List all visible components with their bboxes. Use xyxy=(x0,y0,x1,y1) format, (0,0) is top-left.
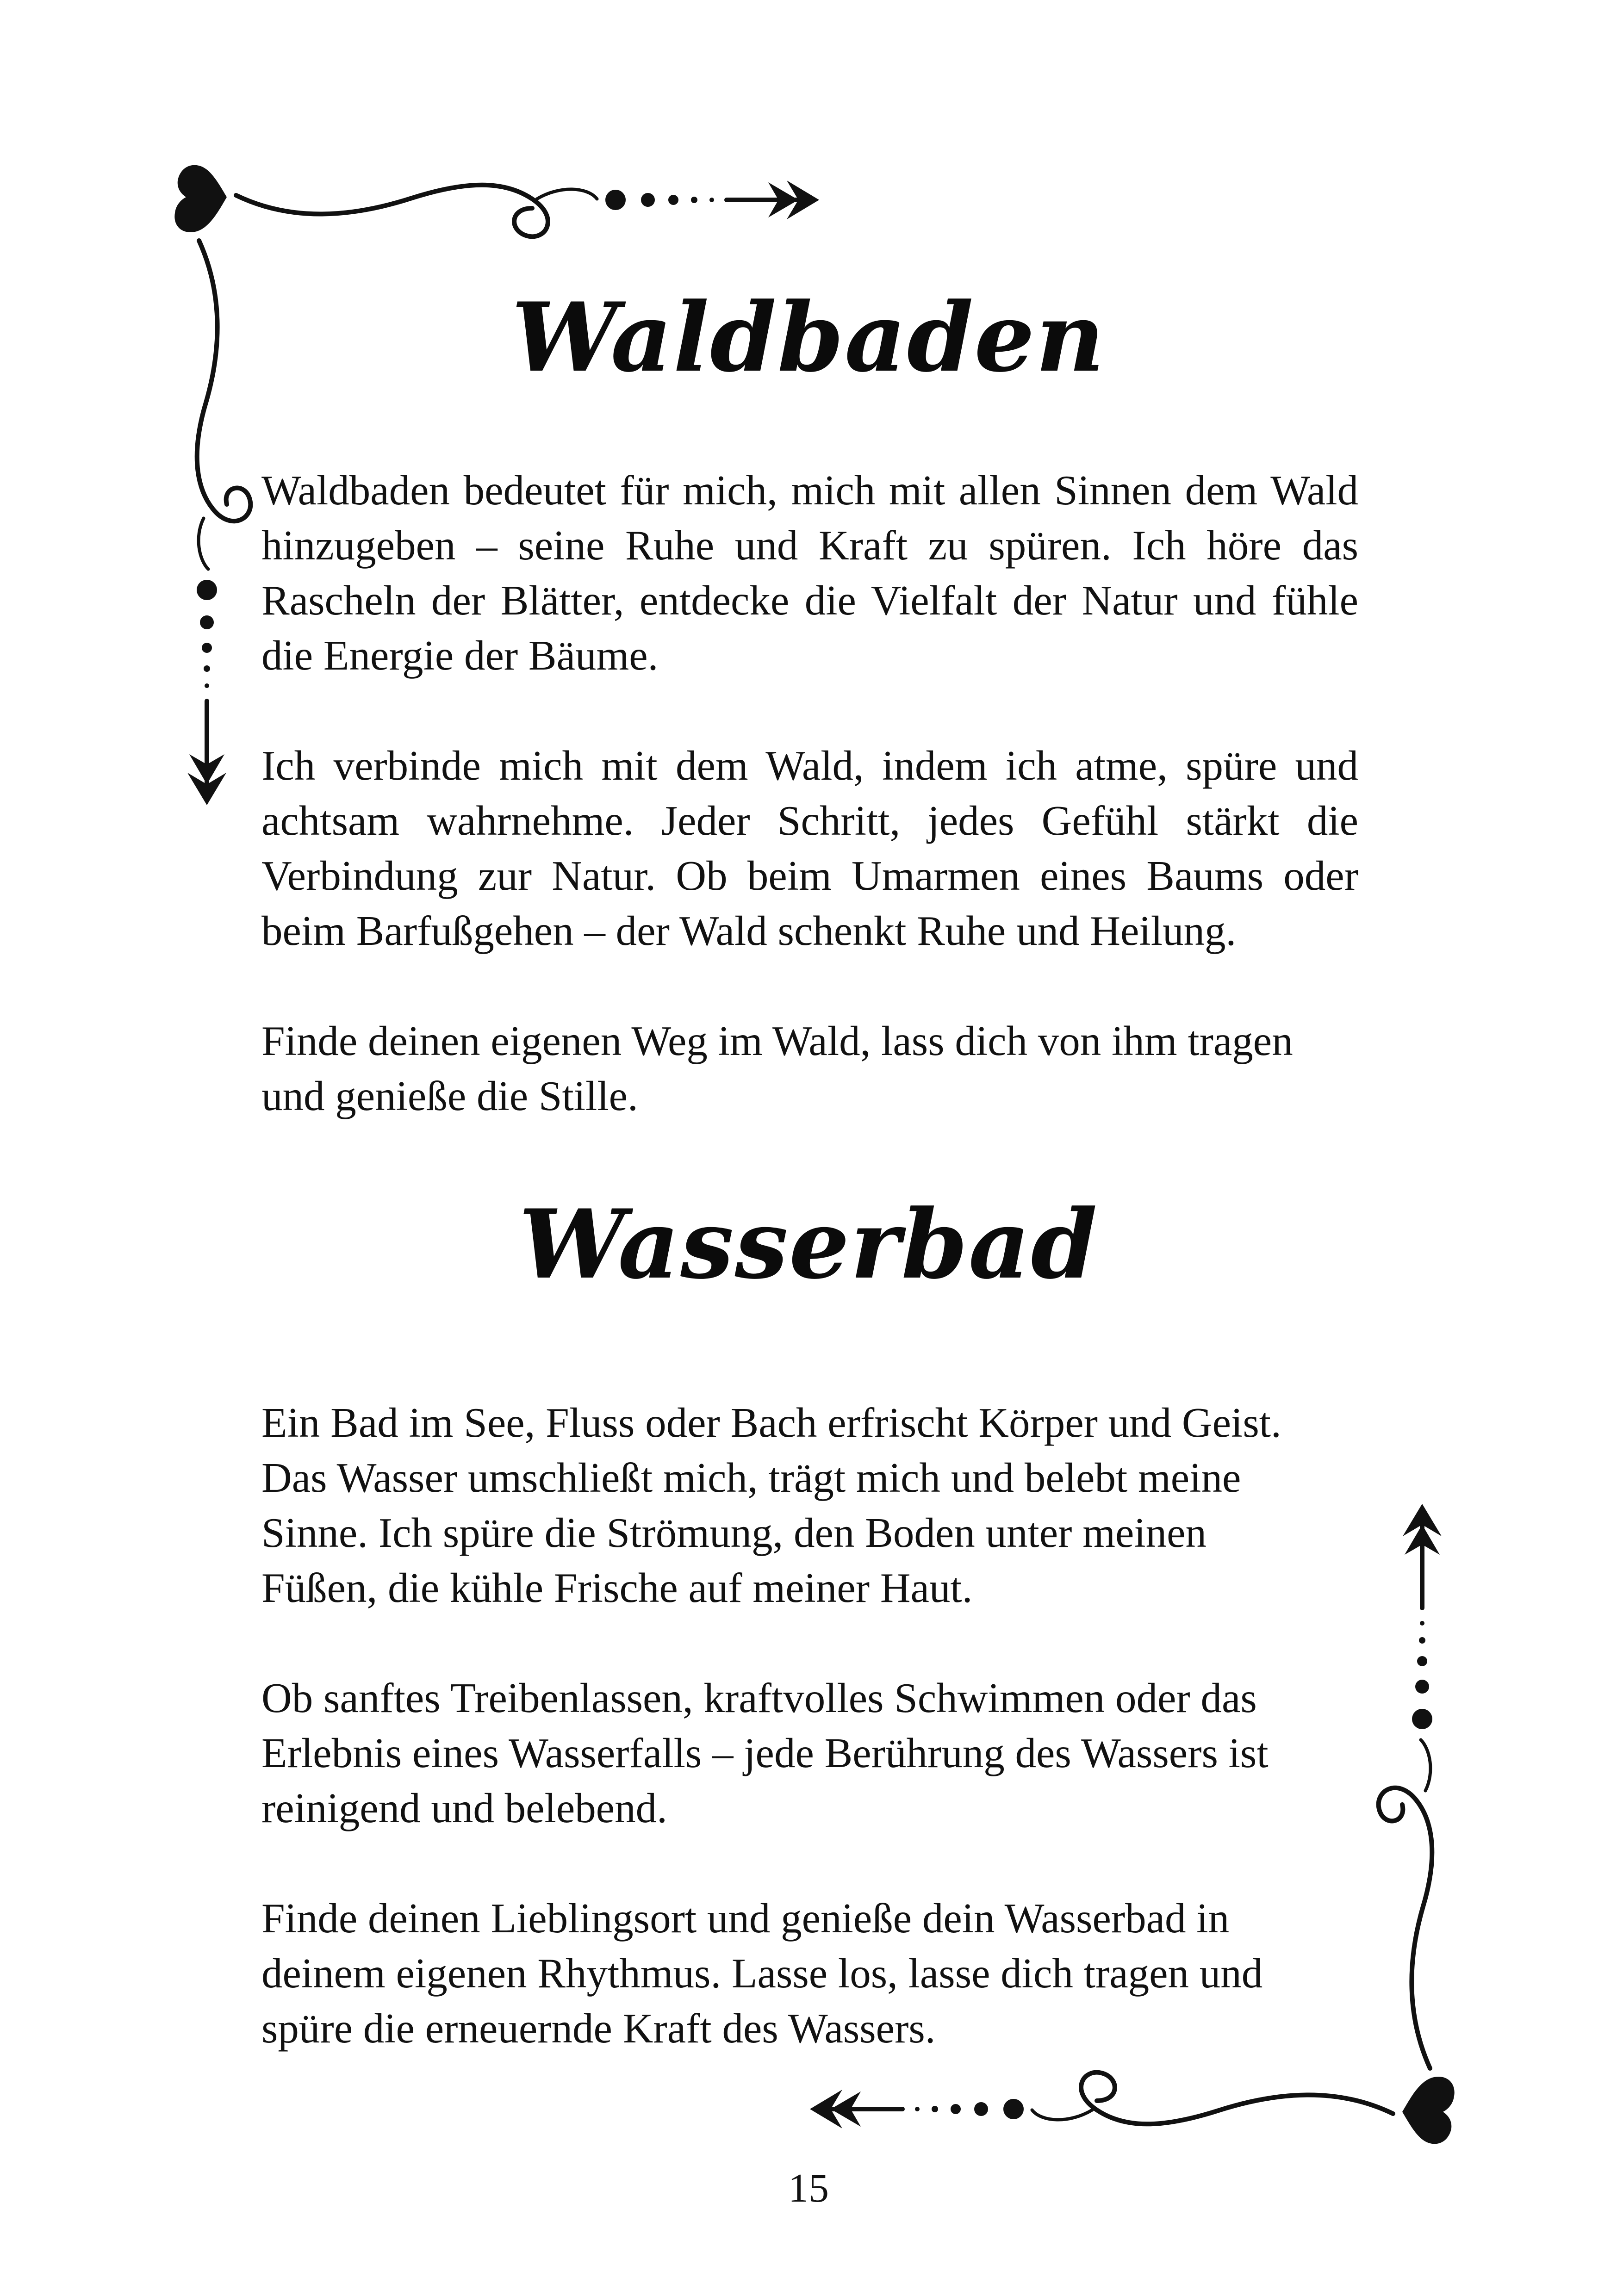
paragraph: Ob sanftes Treibenlassen, kraftvolles Schwimmen oder das Erlebnis eines Wasserfalls – jede Berührung des Wassers ist reinigend und belebend. xyxy=(261,1675,1269,1831)
section-body-wasserbad xyxy=(261,1395,1317,2056)
section-title-wasserbad: Wasserbad xyxy=(518,1189,1098,1300)
paragraph: Finde deinen eigenen Weg im Wald, lass dich von ihm tragen und genieße die Stille. xyxy=(261,1018,1293,1119)
paragraph: Ein Bad im See, Fluss oder Bach erfrischt Körper und Geist. Das Wasser umschließt mich, trägt mich und belebt meine Sinne. Ich spüre die Strömung, den Boden unter meinen Füßen, die kühle Frische auf meiner Haut. xyxy=(261,1399,1281,1611)
section-title-waldbaden: Waldbaden xyxy=(511,282,1106,393)
paragraph: Ich verbinde mich mit dem Wald, indem ich atme, spüre und achtsam wahrnehme. Jeder Schritt, jedes Gefühl stärkt die Verbindung zur Natur. Ob beim Umarmen eines Baums oder beim Barfußgehen – der Wald schenkt Ruhe und Heilung. xyxy=(261,742,1358,954)
section-body-waldbaden xyxy=(261,463,1358,1123)
page-number: 15 xyxy=(788,2166,829,2211)
paragraph: Finde deinen Lieblingsort und genieße dein Wasserbad in deinem eigenen Rhythmus. Lasse los, lasse dich tragen und spüre die erneuernde Kraft des Wassers. xyxy=(261,1895,1263,2052)
paragraph: Waldbaden bedeutet für mich, mich mit allen Sinnen dem Wald hinzugeben – seine Ruhe und Kraft zu spüren. Ich höre das Rascheln der Blätter, entdecke die Vielfalt der Natur und fühle die Energie der Bäume. xyxy=(261,467,1358,679)
